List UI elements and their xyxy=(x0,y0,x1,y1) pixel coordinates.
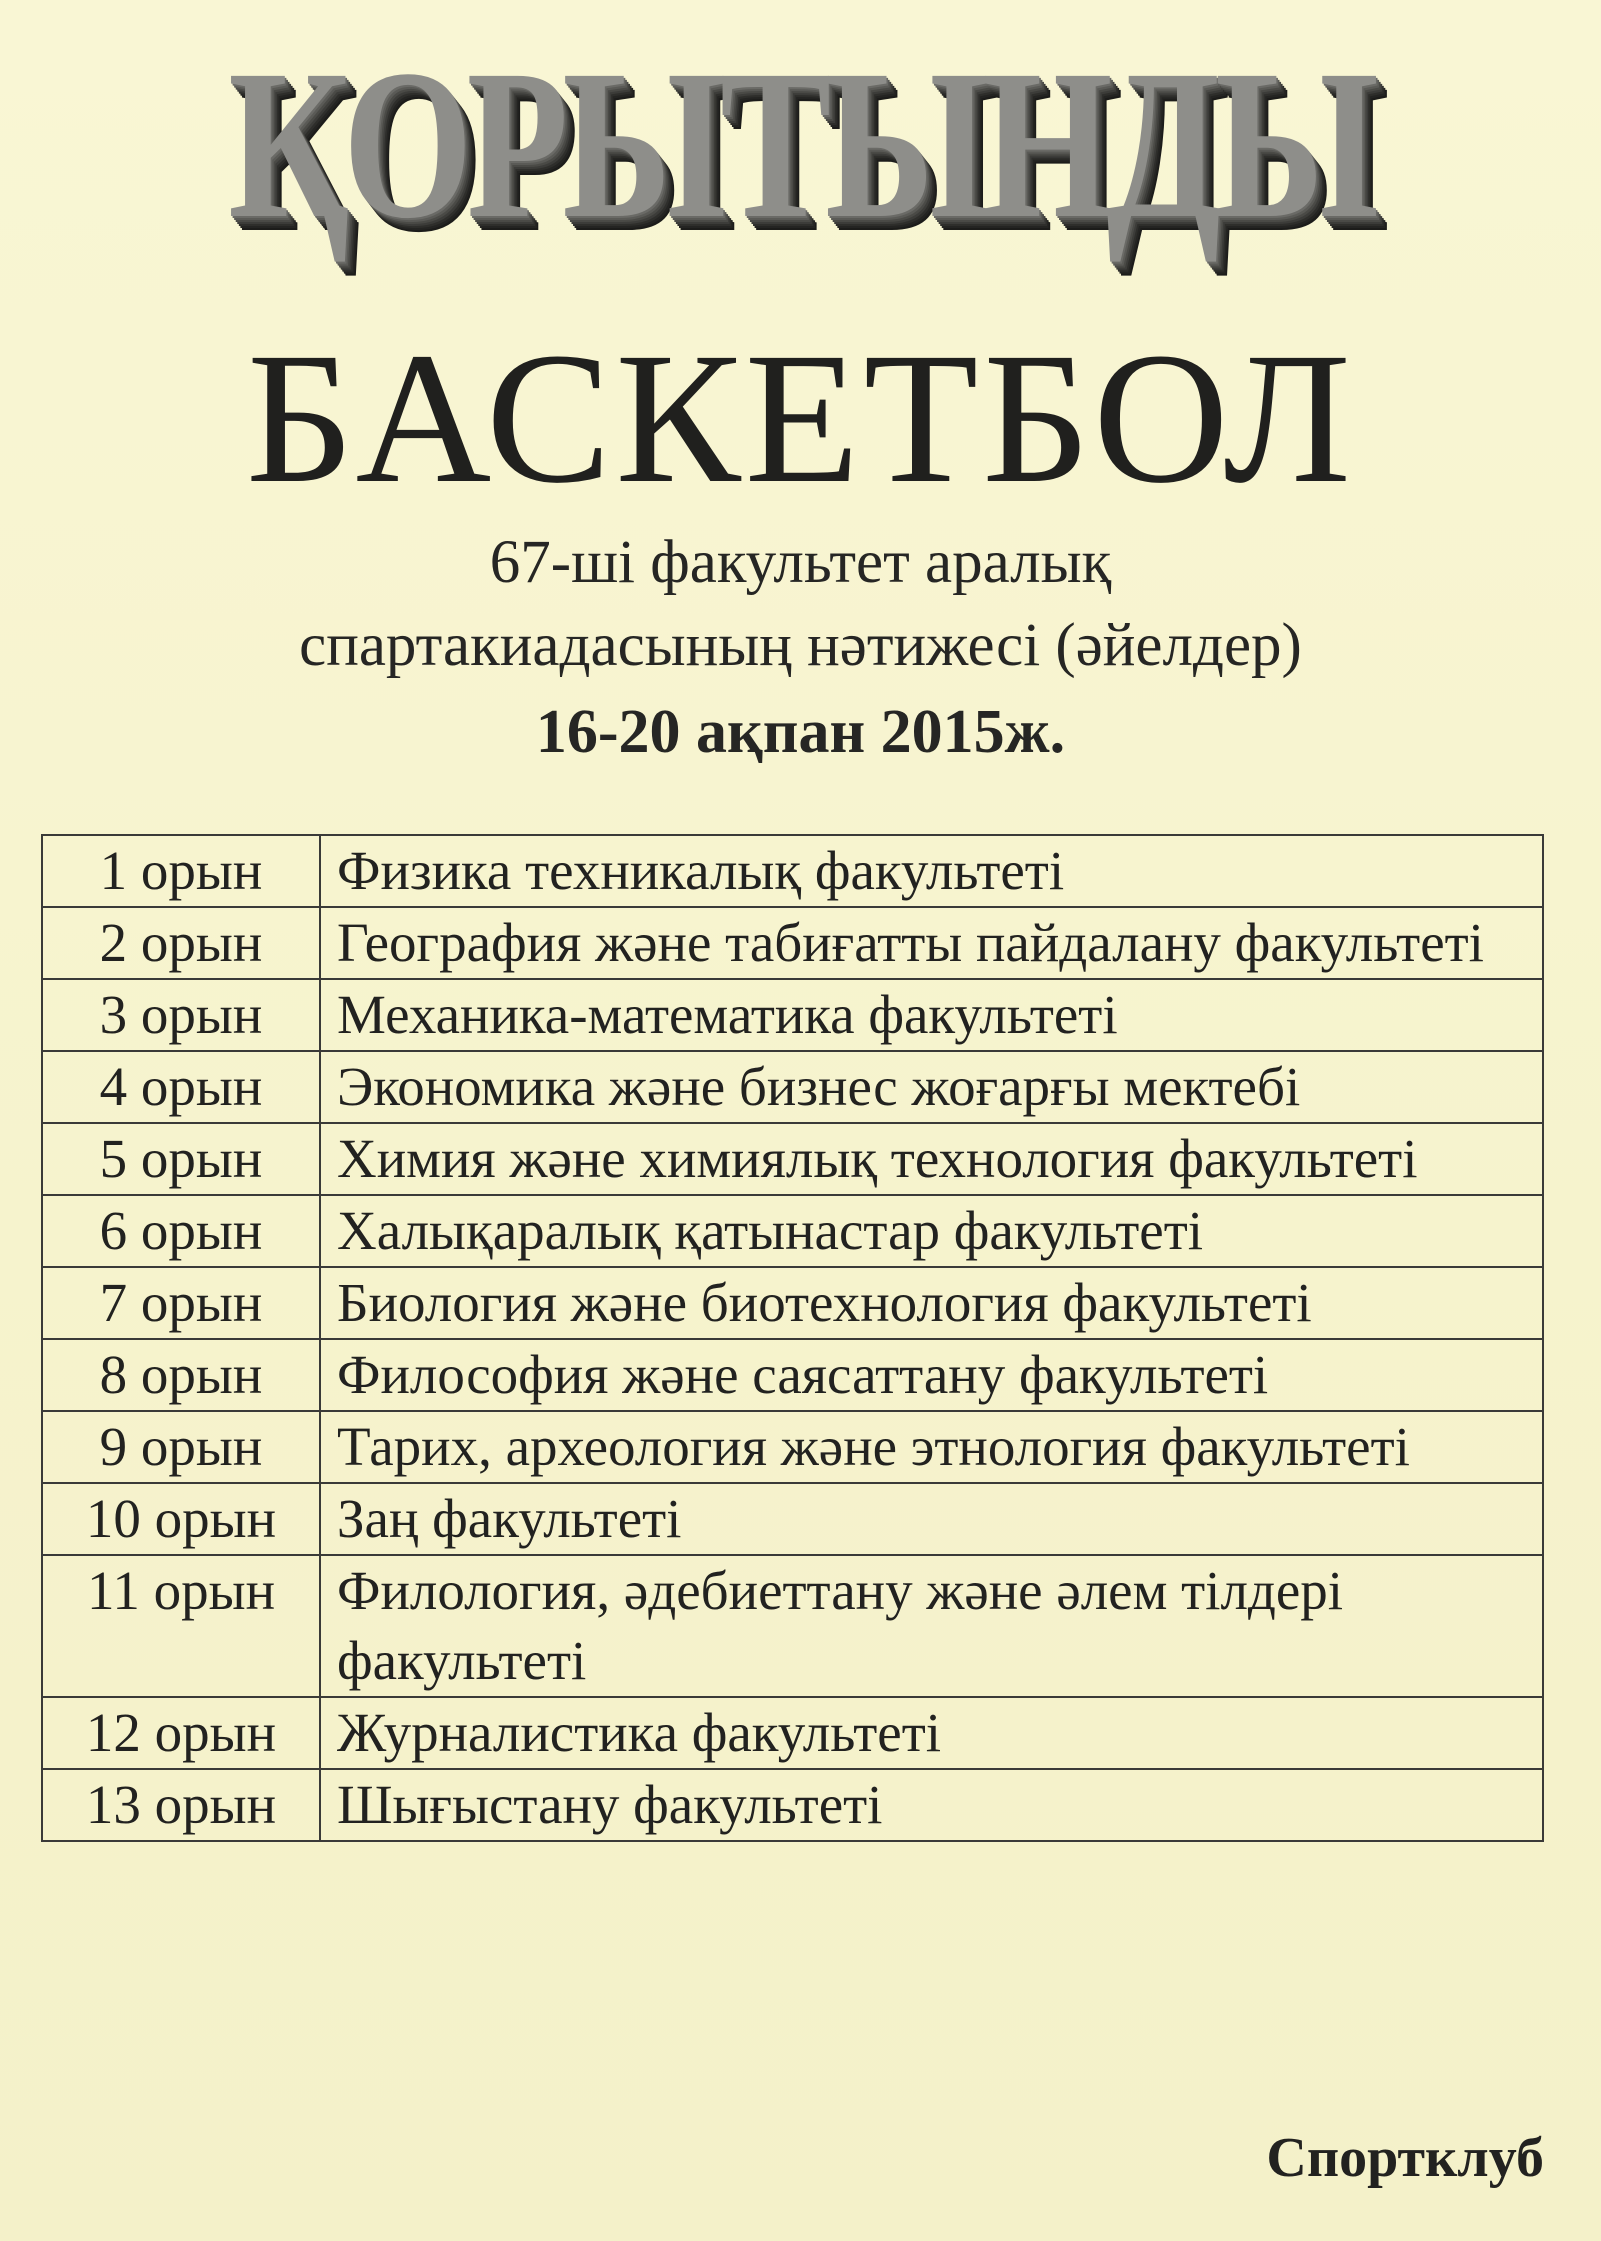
sport-club-signature: Спортклуб xyxy=(1266,2127,1544,2189)
table-row xyxy=(42,1123,1543,1195)
faculty-cell: Шығыстану факультеті xyxy=(320,1769,1543,1841)
place-cell: 8 орын xyxy=(42,1339,320,1411)
faculty-cell: Халықаралық қатынастар факультеті xyxy=(320,1195,1543,1267)
table-row xyxy=(42,1051,1543,1123)
place-cell: 1 орын xyxy=(42,835,320,907)
place-cell: 4 орын xyxy=(42,1051,320,1123)
event-date: 16-20 ақпан 2015ж. xyxy=(535,698,1066,766)
faculty-cell: Заң факультеті xyxy=(320,1483,1543,1555)
table-row xyxy=(42,1555,1543,1697)
place-cell: 9 орын xyxy=(42,1411,320,1483)
faculty-cell: Механика-математика факультеті xyxy=(320,979,1543,1051)
faculty-cell: Химия және химиялық технология факультеті xyxy=(320,1123,1543,1195)
table-row xyxy=(42,1769,1543,1841)
table-row xyxy=(42,1339,1543,1411)
table-row xyxy=(42,1411,1543,1483)
faculty-cell: Журналистика факультеті xyxy=(320,1697,1543,1769)
faculty-cell: Тарих, археология және этнология факультеті xyxy=(320,1411,1543,1483)
sport-title: БАСКЕТБОЛ xyxy=(246,313,1355,522)
place-cell: 10 орын xyxy=(42,1483,320,1555)
place-cell: 3 орын xyxy=(42,979,320,1051)
place-cell: 2 орын xyxy=(42,907,320,979)
results-heading-3d: ҚОРЫТЫНДЫ xyxy=(228,26,1373,263)
place-cell: 5 орын xyxy=(42,1123,320,1195)
table-row xyxy=(42,835,1543,907)
table-row xyxy=(42,907,1543,979)
table-row xyxy=(42,1195,1543,1267)
place-cell: 13 орын xyxy=(42,1769,320,1841)
table-row xyxy=(42,1483,1543,1555)
table-row xyxy=(42,979,1543,1051)
place-cell: 12 орын xyxy=(42,1697,320,1769)
faculty-cell: Физика техникалық факультеті xyxy=(320,835,1543,907)
table-row xyxy=(42,1267,1543,1339)
subtitle-line-1: 67-ші факультет аралық xyxy=(489,529,1112,596)
place-cell: 7 орын xyxy=(42,1267,320,1339)
faculty-cell: Философия және саясаттану факультеті xyxy=(320,1339,1543,1411)
table-row xyxy=(42,1697,1543,1769)
place-cell: 6 орын xyxy=(42,1195,320,1267)
results-table xyxy=(41,834,1544,1842)
faculty-cell: Филология, әдебиеттану және әлем тілдері факультеті xyxy=(320,1555,1543,1697)
faculty-cell: Биология және биотехнология факультеті xyxy=(320,1267,1543,1339)
faculty-cell: География және табиғатты пайдалану факультеті xyxy=(320,907,1543,979)
place-cell: 11 орын xyxy=(42,1555,320,1697)
faculty-cell: Экономика және бизнес жоғарғы мектебі xyxy=(320,1051,1543,1123)
subtitle-line-2: спартакиадасының нәтижесі (әйелдер) xyxy=(299,612,1302,679)
